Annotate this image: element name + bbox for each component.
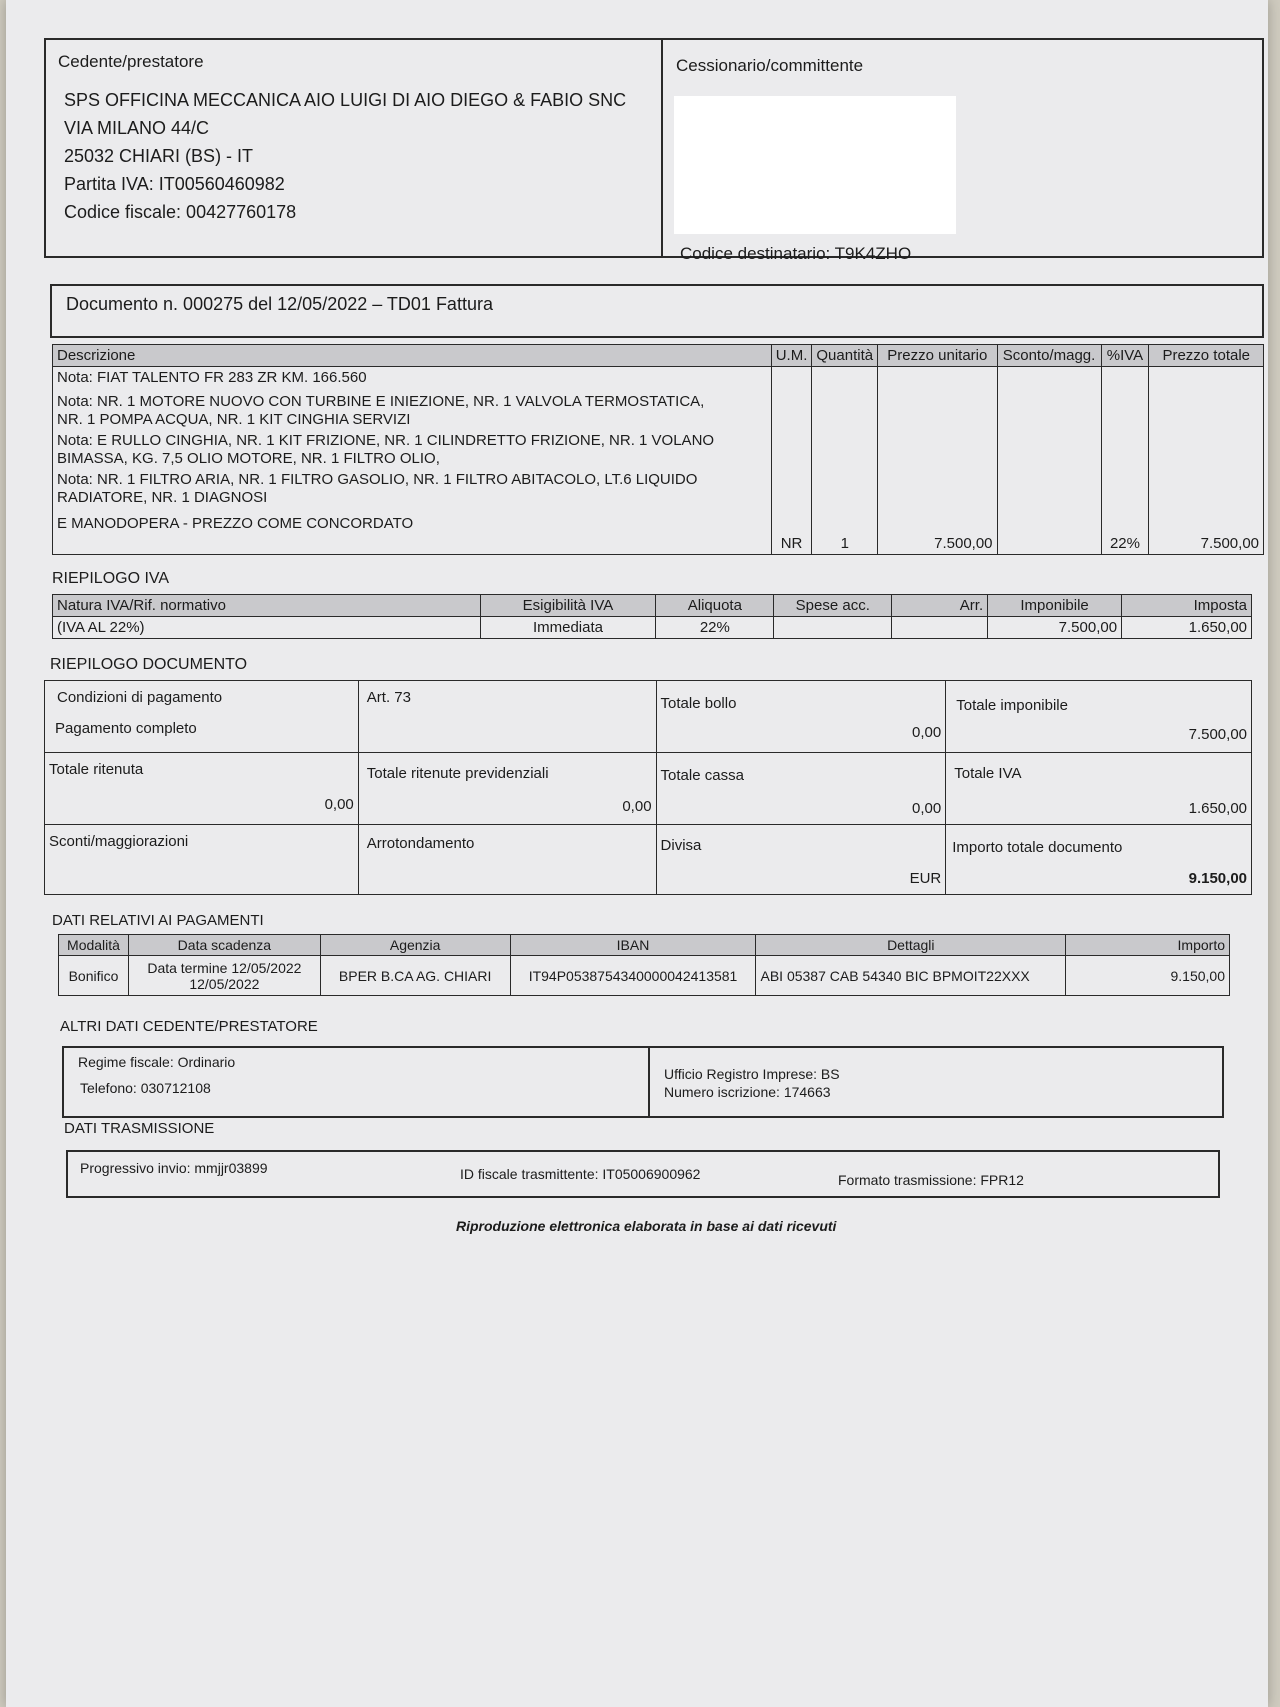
cedente-cf: Codice fiscale: 00427760178 <box>64 202 297 222</box>
col-prezzo-unitario: Prezzo unitario <box>878 345 997 367</box>
cedente-city: 25032 CHIARI (BS) - IT <box>64 146 254 166</box>
cedente-piva: Partita IVA: IT00560460982 <box>64 174 285 194</box>
ritenute-prev-cell <box>358 753 656 825</box>
iva-col-esigibilita: Esigibilità IVA <box>480 595 656 617</box>
col-sconto: Sconto/magg. <box>997 345 1101 367</box>
ufficio-registro: Ufficio Registro Imprese: BS <box>664 1066 840 1082</box>
nota-2b: NR. 1 POMPA ACQUA, NR. 1 KIT CINGHIA SERVIZI <box>57 411 411 428</box>
righe-table <box>52 344 1264 555</box>
riepilogo-iva-title: RIEPILOGO IVA <box>52 570 170 587</box>
numero-iscrizione: Numero iscrizione: 174663 <box>664 1084 831 1100</box>
totale-imponibile-label: Totale imponibile <box>956 697 1068 714</box>
pag-col-agenzia: Agenzia <box>320 935 510 956</box>
descrizione-riga: E MANODOPERA - PREZZO COME CONCORDATO <box>57 515 414 532</box>
iva-arr <box>892 617 988 639</box>
totale-bollo-label: Totale bollo <box>660 695 737 712</box>
divisa: EUR <box>909 870 942 887</box>
cell-prezzo-totale: 7.500,00 <box>1149 367 1264 555</box>
bollo-cell <box>656 681 946 753</box>
documento-title: Documento n. 000275 del 12/05/2022 – TD01 Fattura <box>66 294 493 314</box>
pag-col-iban: IBAN <box>510 935 756 956</box>
pag-col-importo: Importo <box>1066 935 1230 956</box>
arrotondamento-cell <box>358 825 656 895</box>
cell-qty: 1 <box>812 367 878 555</box>
condizioni-cell <box>45 681 359 753</box>
iva-col-natura: Natura IVA/Rif. normativo <box>53 595 481 617</box>
nota-3a: Nota: E RULLO CINGHIA, NR. 1 KIT FRIZIONE, NR. 1 CILINDRETTO FRIZIONE, NR. 1 VOLANO <box>57 432 715 449</box>
pag-scadenza-cell <box>128 956 320 996</box>
descrizione-cell <box>53 367 772 555</box>
totale-imponibile: 7.500,00 <box>1188 726 1247 743</box>
iva-spese <box>774 617 892 639</box>
totale-iva-label: Totale IVA <box>954 765 1022 782</box>
iva-imponibile: 7.500,00 <box>988 617 1122 639</box>
progressivo-invio: Progressivo invio: mmjjr03899 <box>80 1160 268 1176</box>
riepilogo-iva-table <box>52 594 1252 639</box>
footer-note: Riproduzione elettronica elaborata in base ai dati ricevuti <box>456 1218 837 1234</box>
altri-title: ALTRI DATI CEDENTE/PRESTATORE <box>60 1018 318 1035</box>
iva-total-cell <box>946 753 1252 825</box>
totale-cassa: 0,00 <box>912 800 942 817</box>
nota-1: Nota: FIAT TALENTO FR 283 ZR KM. 166.560 <box>57 369 367 386</box>
pagamenti-table <box>58 934 1230 996</box>
id-fiscale: ID fiscale trasmittente: IT05006900962 <box>460 1166 701 1182</box>
header-divider <box>661 38 663 258</box>
art73: Art. 73 <box>366 689 411 706</box>
nota-3b: BIMASSA, KG. 7,5 OLIO MOTORE, NR. 1 FILTRO OLIO, <box>57 450 440 467</box>
condizioni-value: Pagamento completo <box>55 720 197 737</box>
importo-totale-cell <box>946 825 1252 895</box>
importo-totale-label: Importo totale documento <box>952 839 1123 856</box>
iva-natura: (IVA AL 22%) <box>53 617 481 639</box>
pag-col-modalita: Modalità <box>59 935 129 956</box>
pag-dettagli: ABI 05387 CAB 54340 BIC BPMOIT22XXX <box>756 956 1066 996</box>
cedente-label: Cedente/prestatore <box>58 52 204 71</box>
formato-trasmissione: Formato trasmissione: FPR12 <box>838 1172 1024 1188</box>
totale-bollo: 0,00 <box>912 724 942 741</box>
cedente-address: VIA MILANO 44/C <box>64 118 210 138</box>
telefono: Telefono: 030712108 <box>80 1080 211 1096</box>
codice-destinatario: Codice destinatario: T9K4ZHO <box>680 244 912 263</box>
riepilogo-doc-title: RIEPILOGO DOCUMENTO <box>50 656 248 673</box>
cessionario-label: Cessionario/committente <box>676 56 864 75</box>
imponibile-cell <box>946 681 1252 753</box>
iva-esigibilita: Immediata <box>480 617 656 639</box>
nota-2a: Nota: NR. 1 MOTORE NUOVO CON TURBINE E INIEZIONE, NR. 1 VALVOLA TERMOSTATICA, <box>57 393 705 410</box>
pag-scadenza-1: Data termine 12/05/2022 <box>147 959 302 976</box>
sconti-label: Sconti/maggiorazioni <box>49 833 189 850</box>
iva-col-imponibile: Imponibile <box>988 595 1122 617</box>
divisa-label: Divisa <box>660 837 702 854</box>
cell-prezzo-unitario: 7.500,00 <box>878 367 997 555</box>
pag-modalita: Bonifico <box>59 956 129 996</box>
iva-aliquota: 22% <box>656 617 774 639</box>
pag-agenzia: BPER B.CA AG. CHIARI <box>320 956 510 996</box>
totale-ritenuta-label: Totale ritenuta <box>49 761 144 778</box>
iva-imposta: 1.650,00 <box>1122 617 1252 639</box>
col-prezzo-totale: Prezzo totale <box>1149 345 1264 367</box>
pag-iban: IT94P0538754340000042413581 <box>510 956 756 996</box>
ritenuta-cell <box>45 753 359 825</box>
cassa-cell <box>656 753 946 825</box>
col-um: U.M. <box>771 345 812 367</box>
importo-totale: 9.150,00 <box>1188 870 1247 887</box>
iva-col-imposta: Imposta <box>1122 595 1252 617</box>
totale-iva: 1.650,00 <box>1188 800 1247 817</box>
pag-col-scadenza: Data scadenza <box>128 935 320 956</box>
col-descrizione: Descrizione <box>53 345 772 367</box>
art73-cell <box>358 681 656 753</box>
ritenute-prev-label: Totale ritenute previdenziali <box>366 765 549 782</box>
cell-sconto <box>997 367 1101 555</box>
altri-box <box>62 1046 1224 1118</box>
altri-divider <box>648 1046 650 1118</box>
arrotondamento-label: Arrotondamento <box>366 835 475 852</box>
pag-scadenza-2: 12/05/2022 <box>189 975 260 992</box>
regime-fiscale: Regime fiscale: Ordinario <box>78 1054 236 1070</box>
ritenute-prev: 0,00 <box>622 798 652 815</box>
iva-col-arr: Arr. <box>892 595 988 617</box>
col-quantita: Quantità <box>812 345 878 367</box>
trasmissione-title: DATI TRASMISSIONE <box>64 1120 215 1137</box>
iva-col-aliquota: Aliquota <box>656 595 774 617</box>
nota-4a: Nota: NR. 1 FILTRO ARIA, NR. 1 FILTRO GASOLIO, NR. 1 FILTRO ABITACOLO, LT.6 LIQUIDO <box>57 471 698 488</box>
riepilogo-doc-table <box>44 680 1252 895</box>
condizioni-label: Condizioni di pagamento <box>57 689 223 706</box>
pagamenti-title: DATI RELATIVI AI PAGAMENTI <box>52 912 264 929</box>
redacted-block <box>674 96 956 234</box>
sconti-cell <box>45 825 359 895</box>
cedente-name: SPS OFFICINA MECCANICA AIO LUIGI DI AIO DIEGO & FABIO SNC <box>64 90 627 110</box>
col-iva: %IVA <box>1101 345 1149 367</box>
pag-importo: 9.150,00 <box>1066 956 1230 996</box>
cell-um: NR <box>771 367 812 555</box>
totale-ritenuta: 0,00 <box>324 796 354 813</box>
invoice-paper <box>6 0 1268 1707</box>
totale-cassa-label: Totale cassa <box>660 767 744 784</box>
pag-col-dettagli: Dettagli <box>756 935 1066 956</box>
divisa-cell <box>656 825 946 895</box>
cell-iva: 22% <box>1101 367 1149 555</box>
nota-4b: RADIATORE, NR. 1 DIAGNOSI <box>57 489 268 506</box>
iva-col-spese: Spese acc. <box>774 595 892 617</box>
